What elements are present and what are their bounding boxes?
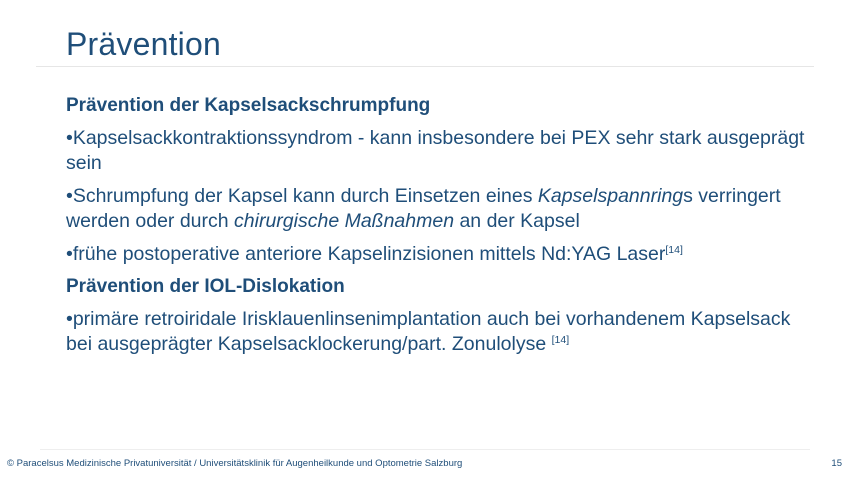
reference-marker: [14] <box>665 244 683 256</box>
bullet-yag-laser <box>66 242 806 267</box>
bullet-text: an der Kapsel <box>454 210 580 232</box>
section-heading-capsule-shrinkage: Prävention der Kapselsackschrumpfung <box>66 95 431 116</box>
bullet-capsule-contraction <box>66 126 806 176</box>
bullet-text: •Kapselsackkontraktionssyndrom - kann insbesondere bei PEX sehr stark ausgeprägt sein <box>66 127 805 174</box>
bullet-capsule-shrinkage <box>66 184 806 234</box>
footer-divider <box>40 449 810 450</box>
bullet-text: s verringert werden oder durch <box>66 185 781 232</box>
page-number: 15 <box>831 458 842 469</box>
section-heading-iol-dislocation: Prävention der IOL-Dislokation <box>66 276 345 297</box>
bullet-text: •Schrumpfung der Kapsel kann durch Einsetzen eines <box>66 185 538 207</box>
bullet-iris-claw-lens <box>66 307 806 357</box>
slide-title: Prävention <box>66 26 221 62</box>
bullet-italic-text: Kapselspannring <box>537 185 684 207</box>
bullet-italic-text: chirurgische Maßnahmen <box>234 210 455 232</box>
bullet-text: •primäre retroiridale Irisklauenlinsenimplantation auch bei vorhandenem Kapselsack bei ausgeprägter Kapselsacklockerung/part. Zonulolyse <box>66 308 791 355</box>
slide-content <box>66 94 806 365</box>
reference-marker: [14] <box>551 334 570 346</box>
bullet-text: •frühe postoperative anteriore Kapselinzisionen mittels Nd:YAG Laser <box>66 243 666 265</box>
title-divider <box>36 66 814 67</box>
footer-copyright: © Paracelsus Medizinische Privatuniversität / Universitätsklinik für Augenheilkunde und Optometrie Salzburg <box>7 458 463 469</box>
